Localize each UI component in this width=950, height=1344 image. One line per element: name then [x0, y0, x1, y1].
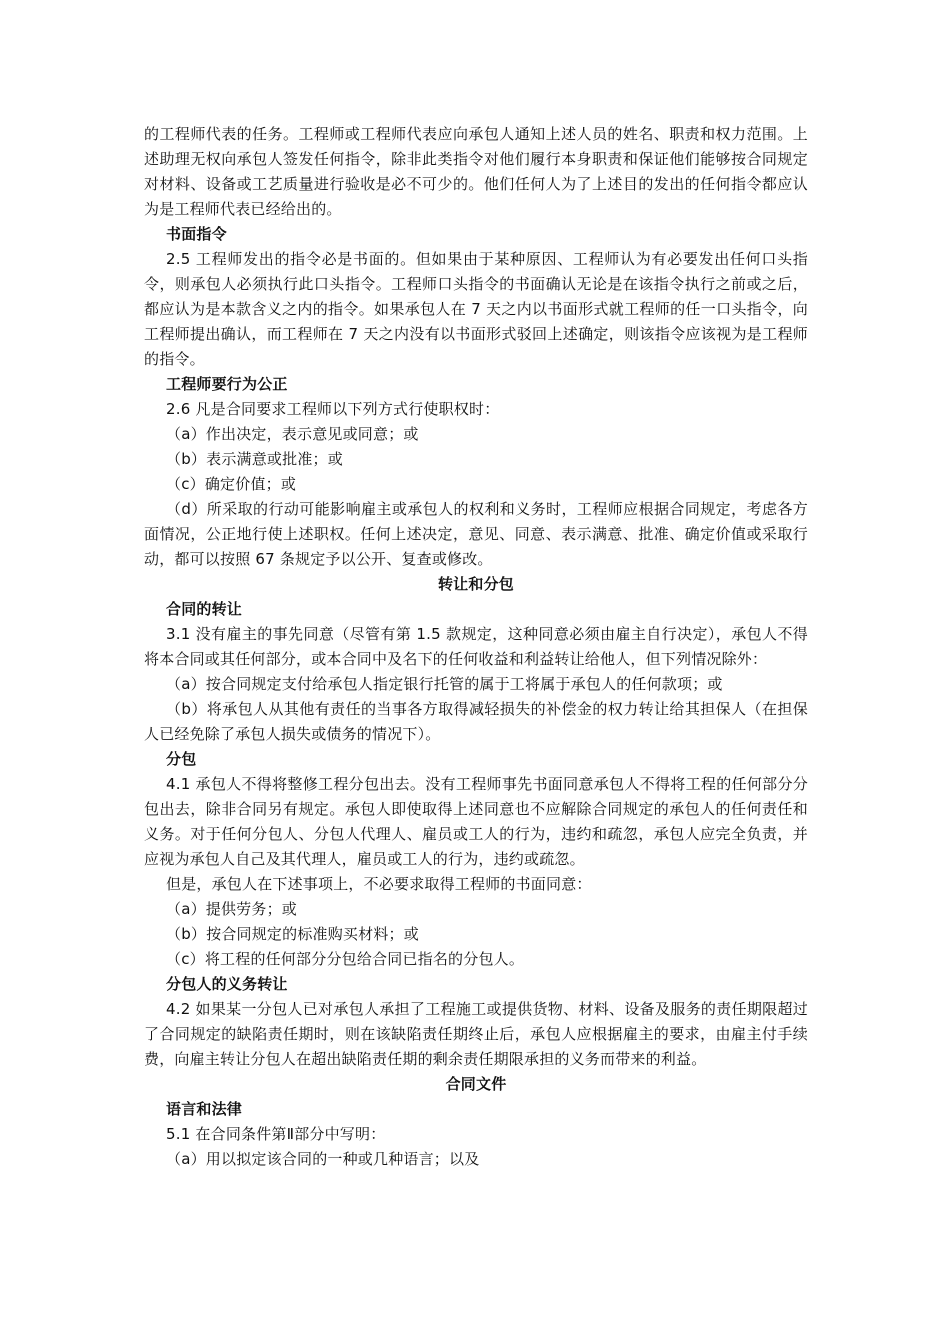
heading-subcontractor-obligations: 分包人的义务转让 [166, 975, 288, 993]
clause-4-1: 4.1 承包人不得将整修工程分包出去。没有工程师事先书面同意承包人不得将工程的任何部分分包出去，除非合同另有规定。承包人即使取得上述同意也不应解除合同规定的承包人的任何责任和义务。对于任何分包人、分包人代理人、雇员或工人的行为，违约和疏忽，承包人应完全负责，并应视为承包人自己及其代理人，雇员或工人的行为，违约或疏忽。 [144, 775, 808, 868]
clause-2-6: 2.6 凡是合同要求工程师以下列方式行使职权时： [166, 400, 500, 418]
clause-2-5: 2.5 工程师发出的指令必是书面的。但如果由于某种原因、工程师认为有必要发出任何口头指令，则承包人必须执行此口头指令。工程师口头指令的书面确认无论是在该指令执行之前或之后，都应认为是本款含义之内的指令。如果承包人在 7 天之内以书面形式就工程师的任一口头指令，向工程师提出确认，而工程师在 7 天之内没有以书面形式驳回上述确定，则该指令应该视为是工程师的指令。 [144, 250, 808, 368]
clause-3-1-a: （a）按合同规定支付给承包人指定银行托管的属于工将属于承包人的任何款项；或 [166, 675, 723, 693]
heading-contract-assignment: 合同的转让 [166, 600, 243, 618]
section-title-contract-documents: 合同文件 [445, 1075, 507, 1093]
clause-4-1-c: （c）将工程的任何部分分包给合同已指名的分包人。 [166, 950, 525, 968]
document-body [144, 122, 808, 1172]
heading-written-instructions: 书面指令 [166, 225, 227, 243]
paragraph-continuation: 的工程师代表的任务。工程师或工程师代表应向承包人通知上述人员的姓名、职责和权力范围。上述助理无权向承包人签发任何指令，除非此类指令对他们履行本身职责和保证他们能够按合同规定对材料、设备或工艺质量进行验收是必不可少的。他们任何人为了上述目的发出的任何指令都应认为是工程师代表已经给出的。 [144, 125, 808, 218]
heading-language-law: 语言和法律 [166, 1100, 243, 1118]
clause-2-6-c: （c）确定价值；或 [166, 475, 297, 493]
heading-engineer-impartial: 工程师要行为公正 [166, 375, 288, 393]
clause-4-1-but: 但是，承包人在下述事项上，不必要求取得工程师的书面同意： [166, 875, 592, 893]
heading-subcontract: 分包 [166, 750, 197, 768]
clause-2-6-d: （d）所采取的行动可能影响雇主或承包人的权利和义务时，工程师应根据合同规定，考虑各方面情况，公正地行使上述职权。任何上述决定，意见、同意、表示满意、批准、确定价值或采取行动，都可以按照 67 条规定予以公开、复查或修改。 [144, 500, 808, 568]
clause-4-2: 4.2 如果某一分包人已对承包人承担了工程施工或提供货物、材料、设备及服务的责任期限超过了合同规定的缺陷责任期时，则在该缺陷责任期终止后，承包人应根据雇主的要求，由雇主付手续费，向雇主转让分包人在超出缺陷责任期的剩余责任期限承担的义务而带来的利益。 [144, 1000, 808, 1068]
clause-2-6-b: （b）表示满意或批准；或 [166, 450, 343, 468]
clause-4-1-b: （b）按合同规定的标准购买材料；或 [166, 925, 419, 943]
section-title-assignment: 转让和分包 [437, 575, 514, 593]
clause-3-1: 3.1 没有雇主的事先同意（尽管有第 1.5 款规定，这种同意必须由雇主自行决定），承包人不得将本合同或其任何部分，或本合同中及名下的任何收益和利益转让给他人，但下列情况除外： [144, 625, 808, 668]
clause-5-1-a: （a）用以拟定该合同的一种或几种语言；以及 [166, 1150, 480, 1168]
clause-3-1-b: （b）将承包人从其他有责任的当事各方取得减轻损失的补偿金的权力转让给其担保人（在担保人已经免除了承包人损失或债务的情况下）。 [144, 700, 808, 743]
clause-4-1-a: （a）提供劳务；或 [166, 900, 297, 918]
clause-2-6-a: （a）作出决定，表示意见或同意；或 [166, 425, 419, 443]
clause-5-1: 5.1 在合同条件第Ⅱ部分中写明： [166, 1125, 386, 1143]
